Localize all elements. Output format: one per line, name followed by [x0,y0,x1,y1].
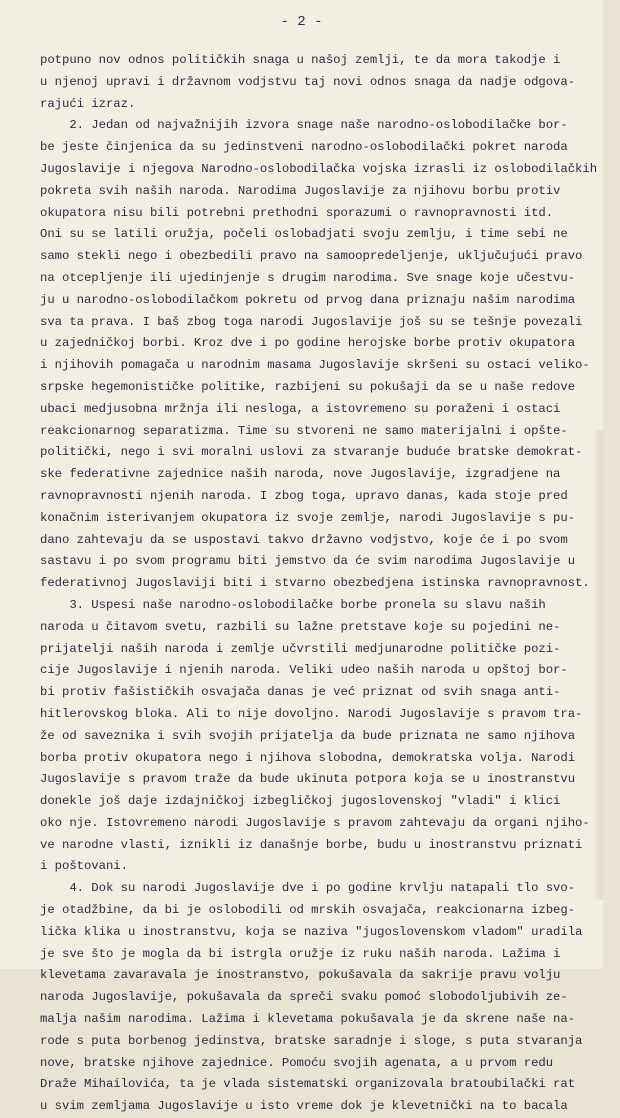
text-line: že od saveznika i svih svojih prijatelja da bude priznata ne samo njihova [40,728,576,743]
text-line: i poštovani. [40,859,128,874]
document-body [40,50,620,1118]
text-line: rajući izraz. [40,96,136,111]
text-line: donekle još daje izdajničkoj izbegličkoj jugoslovenskoj "vladi" i klici [40,794,561,809]
text-line: bi protiv fašističkih osvajača danas je već priznat od svih snaga anti- [40,685,561,700]
text-line: i njihovih pomagača u narodnim masama Jugoslavije skršeni su ostaci veliko- [40,358,590,373]
text-line: konačnim isterivanjem okupatora iz svoje zemlje, narodi Jugoslavije s pu- [40,510,576,525]
text-line: federativnoj Jugoslaviji biti i stvarno obezbedjena istinska ravnopravnost. [40,576,590,591]
text-line: naroda Jugoslavije, pokušavala da spreči svaku pomoć slobodoljubivih ze- [40,990,568,1005]
text-line: u zajedničkoj borbi. Kroz dve i po godine herojske borbe protiv okupatora [40,336,576,351]
text-line: 2. Jedan od najvažnijih izvora snage naše narodno-oslobodilačke bor- [40,118,568,133]
text-line: potpuno nov odnos političkih snaga u našoj zemlji, te da mora takodje i [40,53,561,67]
text-line: ske federativne zajednice naših naroda, nove Jugoslavije, izgradjene na [40,467,561,482]
text-line: reakcionarnog separatizma. Time su stvoreni ne samo materijalni i opšte- [40,423,568,438]
text-line: u njenoj upravi i državnom vodjstvu taj novi odnos snaga da nadje odgova- [40,74,576,89]
text-line: rode s puta borbenog jedinstva, bratske saradnje i sloge, s puta stvaranja [40,1033,583,1048]
text-line: nove, bratske njihove zajednice. Pomoću svojih agenata, a u prvom redu [40,1055,554,1070]
text-line: prijatelji naših naroda i zemlje učvrstili medjunarodne političke pozi- [40,641,561,656]
text-line: malja našim narodima. Lažima i klevetama pokušavala je da skrene naše na- [40,1012,576,1027]
text-line: sva ta prava. I baš zbog toga narodi Jugoslavije još su se tešnje povezali [40,314,583,329]
text-line: srpske hegemonističke politike, razbijeni su pokušaji da se u naše redove [40,379,576,394]
text-line: politički, nego i svi moralni uslovi za stvaranje buduće bratske demokrat- [40,445,583,460]
text-line: sastavu i po svom programu biti jemstvo da će svim narodima Jugoslavije u [40,554,576,569]
text-line: naroda u čitavom svetu, razbili su lažne pretstave koje su pojedini ne- [40,619,561,634]
text-line: hitlerovskog bloka. Ali to nije dovoljno. Narodi Jugoslavije s pravom tra- [40,706,583,721]
text-line: je sve što je mogla da bi istrgla oružje iz ruku naših naroda. Lažima i [40,946,561,961]
text-line: Oni su se latili oružja, počeli oslobadjati svoju zemlju, i time sebi ne [40,227,568,242]
page-number: - 2 - [280,14,323,30]
text-line: 3. Uspesi naše narodno-oslobodilačke borbe pronela su slavu naših [40,597,546,612]
text-line: ravnopravnosti njenih naroda. I zbog toga, upravo danas, kada stoje pred [40,488,568,503]
text-line: samo stekli nego i obezbedili pravo na samoopredeljenje, uključujući pravo [40,249,583,264]
text-line: ubaci medjusobna mržnja ili nesloga, a istovremeno su poraženi i ostaci [40,401,561,416]
paper-edge-shadow [593,430,603,900]
text-line: u svim zemljama Jugoslavije u isto vreme dok je klevetnički na to bacala [40,1099,568,1114]
text-line: klevetama zavaravala je inostranstvo, pokušavala da sakrije pravu volju [40,968,561,983]
text-line: lička klika u inostranstvu, koja se naziva "jugoslovenskom vladom" uradila [40,924,583,939]
text-line: je otadžbine, da bi je oslobodili od mrskih osvajača, reakcionarna izbeg- [40,903,576,918]
text-line: oko nje. Istovremeno narodi Jugoslavije s pravom zahtevaju da organi njiho- [40,815,590,830]
text-line: borba protiv okupatora nego i njihova slobodna, demokratska volja. Narodi [40,750,576,765]
text-line: ju u narodno-oslobodilačkom pokretu od prvog dana priznaju našim narodima [40,292,576,307]
text-line: dano zahtevaju da se uspostavi takvo državno vodjstvo, koje će i po svom [40,532,568,547]
text-line: Jugoslavije s pravom traže da bude ukinuta potpora koja se u inostranstvu [40,772,576,787]
text-line: Jugoslavije i njegova Narodno-oslobodilačka vojska izrasli iz oslobodilačkih [40,161,598,176]
text-line: pokreta svih naših naroda. Narodima Jugoslavije za njihovu borbu protiv [40,183,561,198]
text-line: na otcepljenje ili ujedinjenje s drugim narodima. Sve snage koje učestvu- [40,270,576,285]
text-line: ve narodne vlasti, iznikli iz današnje borbe, budu u inostranstvu priznati [40,837,583,852]
text-line: cije Jugoslavije i njenih naroda. Veliki udeo naših naroda u opštoj bor- [40,663,568,678]
text-line: 4. Dok su narodi Jugoslavije dve i po godine krvlju natapali tlo svo- [40,881,576,896]
text-line: be jeste činjenica da su jedinstveni narodno-oslobodilački pokret naroda [40,140,568,155]
text-line: okupatora nisu bili potrebni prethodni sporazumi o ravnopravnosti itd. [40,205,554,220]
text-line: Draže Mihailovića, ta je vlada sistematski organizovala bratoubilački rat [40,1077,576,1092]
